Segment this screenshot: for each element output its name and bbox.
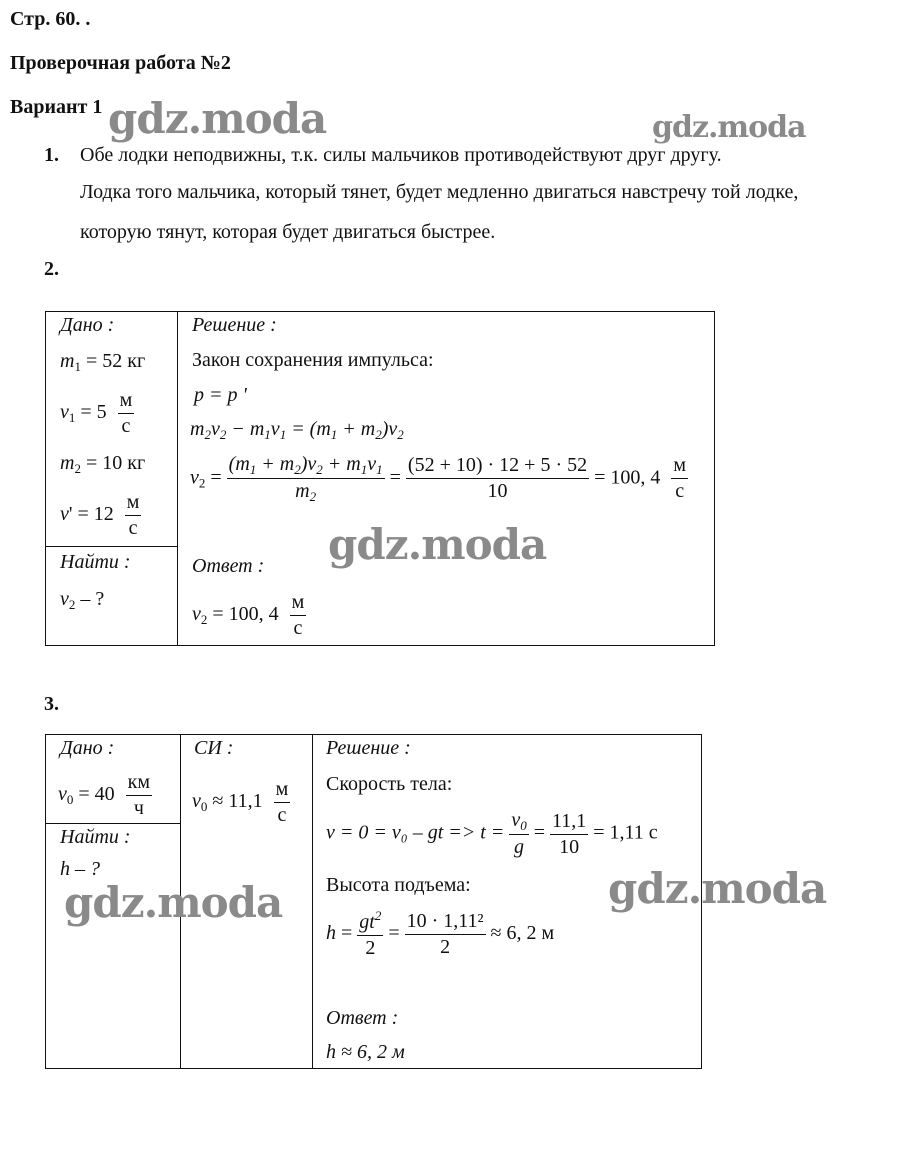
task2-given-m2: $m_2 = 10$ кг [60, 452, 146, 476]
task2-eq-conservation: $m_2v_2 - m_1v_1 = (m_1 + m_2)v_2$ [190, 418, 404, 442]
task2-given-m1: $m_1 = 52$ кг [60, 350, 146, 374]
task2-number: 2. [44, 258, 59, 280]
task2-eq-solution: $v_2$ = $\frac{(m_1 + m_2)v_2 + m_1v_1}{m_2}$ = $\frac{(52 + 10) \cdot 12 + 5 \cdot 52}{10}$ = 100, 4 $\frac{м}{с}$ [190, 453, 687, 505]
page-reference: Стр. 60. . [10, 8, 91, 30]
task2-find-value: $v_2$ – ? [60, 588, 105, 612]
task3-number: 3. [44, 693, 59, 715]
task3-find-value: h – ? [60, 858, 100, 880]
task3-speed-label: Скорость тела: [326, 773, 453, 795]
task1-line-3: которую тянут, которая будет двигаться быстрее. [80, 221, 496, 243]
watermark: gdz.moda [608, 864, 827, 913]
task2-solution-label: Решение : [192, 314, 277, 336]
watermark: gdz.moda [108, 94, 327, 143]
task3-answer-label: Ответ : [326, 1007, 399, 1029]
task1-line-2: Лодка того мальчика, который тянет, будет медленно двигаться навстречу той лодке, [80, 181, 799, 203]
task3-height-eq: h = $\frac{gt^2}{2}$ = $\frac{\text{10 · 1,11²}}{2}$ ≈ 6, 2 м [326, 908, 555, 959]
task3-given-label: Дано : [60, 737, 115, 759]
task3-solution-label: Решение : [326, 737, 411, 759]
task2-given-label: Дано : [60, 314, 115, 336]
task2-given-v1: $v_1 = 5$ $\frac{м}{с}$ [60, 389, 133, 437]
task2-answer-label: Ответ : [192, 555, 265, 577]
task3-si-label: СИ : [194, 737, 234, 759]
task3-si-v0: $v_0 \approx 11,1$ $\frac{м}{с}$ [192, 778, 289, 826]
task2-find-label: Найти : [60, 551, 131, 573]
task3-speed-eq: v = 0 = v₀ – gt => t = $\frac{v_0}{g}$ = $\frac{11,1}{10}$ = 1,11 с [326, 809, 658, 859]
watermark: gdz.moda [328, 520, 547, 569]
watermark: gdz.moda [64, 878, 283, 927]
task2-given-vprime: v' = 12 $\frac{м}{с}$ [60, 491, 140, 539]
work-title: Проверочная работа №2 [10, 52, 231, 74]
task1-line-1: Обе лодки неподвижны, т.к. силы мальчиков противодействуют друг другу. [80, 144, 722, 166]
variant-label: Вариант 1 [10, 96, 103, 118]
task3-height-label: Высота подъема: [326, 874, 471, 896]
watermark: gdz.moda [652, 110, 806, 145]
task2-answer-value: $v_2 = 100$, 4 $\frac{м}{с}$ [192, 591, 305, 639]
task2-eq-momentum: p = p ' [194, 384, 247, 406]
task3-answer-value: h ≈ 6, 2 м [326, 1041, 405, 1063]
task3-given-v0: $v_0 = 40$ $\frac{км}{ч}$ [58, 771, 151, 819]
task1-number: 1. [44, 144, 59, 166]
task2-law: Закон сохранения импульса: [192, 349, 434, 371]
task3-find-label: Найти : [60, 826, 131, 848]
